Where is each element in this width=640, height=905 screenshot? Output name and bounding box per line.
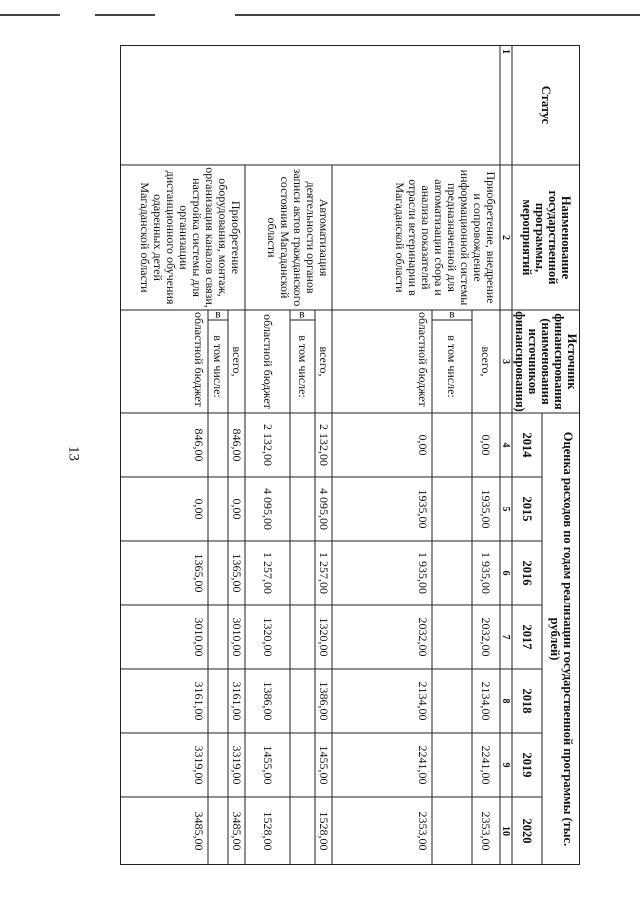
value-cell: 846,00 xyxy=(192,428,206,462)
activity-name: Автоматизация деятельности органов записи актов гражданского состояния Магаданской области xyxy=(265,168,331,307)
value-cell: 3010,00 xyxy=(230,617,244,657)
col-number: 3 xyxy=(500,359,512,364)
value-cell: 0,00 xyxy=(230,498,244,520)
source-including-prefix: в xyxy=(215,309,221,321)
value-cell: 2032,00 xyxy=(479,617,494,657)
col-number: 10 xyxy=(500,826,512,836)
year-2014: 2014 xyxy=(520,432,535,458)
source-regional-budget: областной бюджет xyxy=(416,312,430,407)
header-name: Наименование государственной программы, мероприятий xyxy=(520,190,573,285)
value-cell: 1455,00 xyxy=(261,745,275,785)
year-2016: 2016 xyxy=(520,560,535,586)
source-total: всего, xyxy=(317,346,331,377)
value-cell: 1 935,00 xyxy=(416,552,430,594)
source-including: в том числе: xyxy=(445,335,460,398)
value-cell: 1 935,00 xyxy=(479,552,494,594)
col-number: 2 xyxy=(500,235,512,240)
col-number: 5 xyxy=(500,506,512,512)
value-cell: 1 257,00 xyxy=(317,552,331,594)
activity-name: Приобретение, внедрение и сопровождение информационной системы предназначенной для автоматизации сбора и анализа показателей отрасли ветеринарии в Магаданской области xyxy=(393,169,498,306)
value-cell: 1528,00 xyxy=(317,811,331,851)
value-cell: 0,00 xyxy=(416,434,430,456)
year-2017: 2017 xyxy=(520,624,535,650)
value-cell: 1365,00 xyxy=(230,553,244,593)
col-number: 8 xyxy=(500,698,512,704)
year-2018: 2018 xyxy=(520,688,535,714)
value-cell: 2 132,00 xyxy=(317,424,331,466)
value-cell: 1 257,00 xyxy=(261,552,275,594)
value-cell: 1320,00 xyxy=(261,617,275,657)
year-2020: 2020 xyxy=(520,818,535,844)
value-cell: 1935,00 xyxy=(416,489,430,529)
col-number: 9 xyxy=(500,762,512,768)
top-border-line xyxy=(0,14,640,16)
value-cell: 3485,00 xyxy=(230,811,244,851)
col-number: 7 xyxy=(500,634,512,640)
value-cell: 846,00 xyxy=(230,428,244,462)
budget-table xyxy=(120,45,580,865)
col-number: 1 xyxy=(500,49,512,54)
value-cell: 3319,00 xyxy=(230,745,244,785)
value-cell: 3485,00 xyxy=(192,811,206,851)
col-number: 4 xyxy=(500,442,512,448)
value-cell: 0,00 xyxy=(479,434,494,456)
year-2015: 2015 xyxy=(520,496,535,522)
value-cell: 4 095,00 xyxy=(261,488,275,530)
value-cell: 1320,00 xyxy=(317,617,331,657)
value-cell: 1528,00 xyxy=(261,811,275,851)
value-cell: 3161,00 xyxy=(192,681,206,721)
value-cell: 2 132,00 xyxy=(261,424,275,466)
source-including: в том числе: xyxy=(211,335,226,398)
source-including-prefix: в xyxy=(449,309,455,321)
source-total: всего, xyxy=(230,346,244,377)
source-total: всего, xyxy=(479,346,494,377)
source-regional-budget: областной бюджет xyxy=(261,314,275,409)
value-cell: 1386,00 xyxy=(317,681,331,721)
year-2019: 2019 xyxy=(520,752,535,778)
page-number: 13 xyxy=(65,446,82,461)
value-cell: 1935,00 xyxy=(479,489,494,529)
value-cell: 1365,00 xyxy=(192,553,206,593)
value-cell: 2032,00 xyxy=(416,617,430,657)
source-including: в том числе: xyxy=(296,335,310,398)
value-cell: 2353,00 xyxy=(416,811,430,851)
value-cell: 0,00 xyxy=(192,498,206,520)
activity-name: Приобретение оборудования, монтаж, организация каналов связи, настройка системы для организации дистанционного обучения одаренных детей Магаданской области xyxy=(138,167,243,308)
header-status: Статус xyxy=(539,85,554,125)
col-number: 6 xyxy=(500,570,512,576)
value-cell: 4 095,00 xyxy=(317,488,331,530)
value-cell: 2241,00 xyxy=(479,745,494,785)
source-including-prefix: в xyxy=(299,309,306,321)
header-source: Источник финансирования (наименования источников финансирования) xyxy=(513,311,580,412)
value-cell: 2134,00 xyxy=(416,681,430,721)
source-regional-budget: областной бюджет xyxy=(192,312,206,407)
value-cell: 1386,00 xyxy=(261,681,275,721)
value-cell: 3161,00 xyxy=(230,681,244,721)
value-cell: 1455,00 xyxy=(317,745,331,785)
value-cell: 2134,00 xyxy=(479,681,494,721)
value-cell: 2353,00 xyxy=(479,811,494,851)
value-cell: 2241,00 xyxy=(416,745,430,785)
value-cell: 3010,00 xyxy=(192,617,206,657)
value-cell: 3319,00 xyxy=(192,745,206,785)
header-estimate: Оценка расходов по годам реализации государственной программы (тыс. рублей) xyxy=(548,431,575,847)
